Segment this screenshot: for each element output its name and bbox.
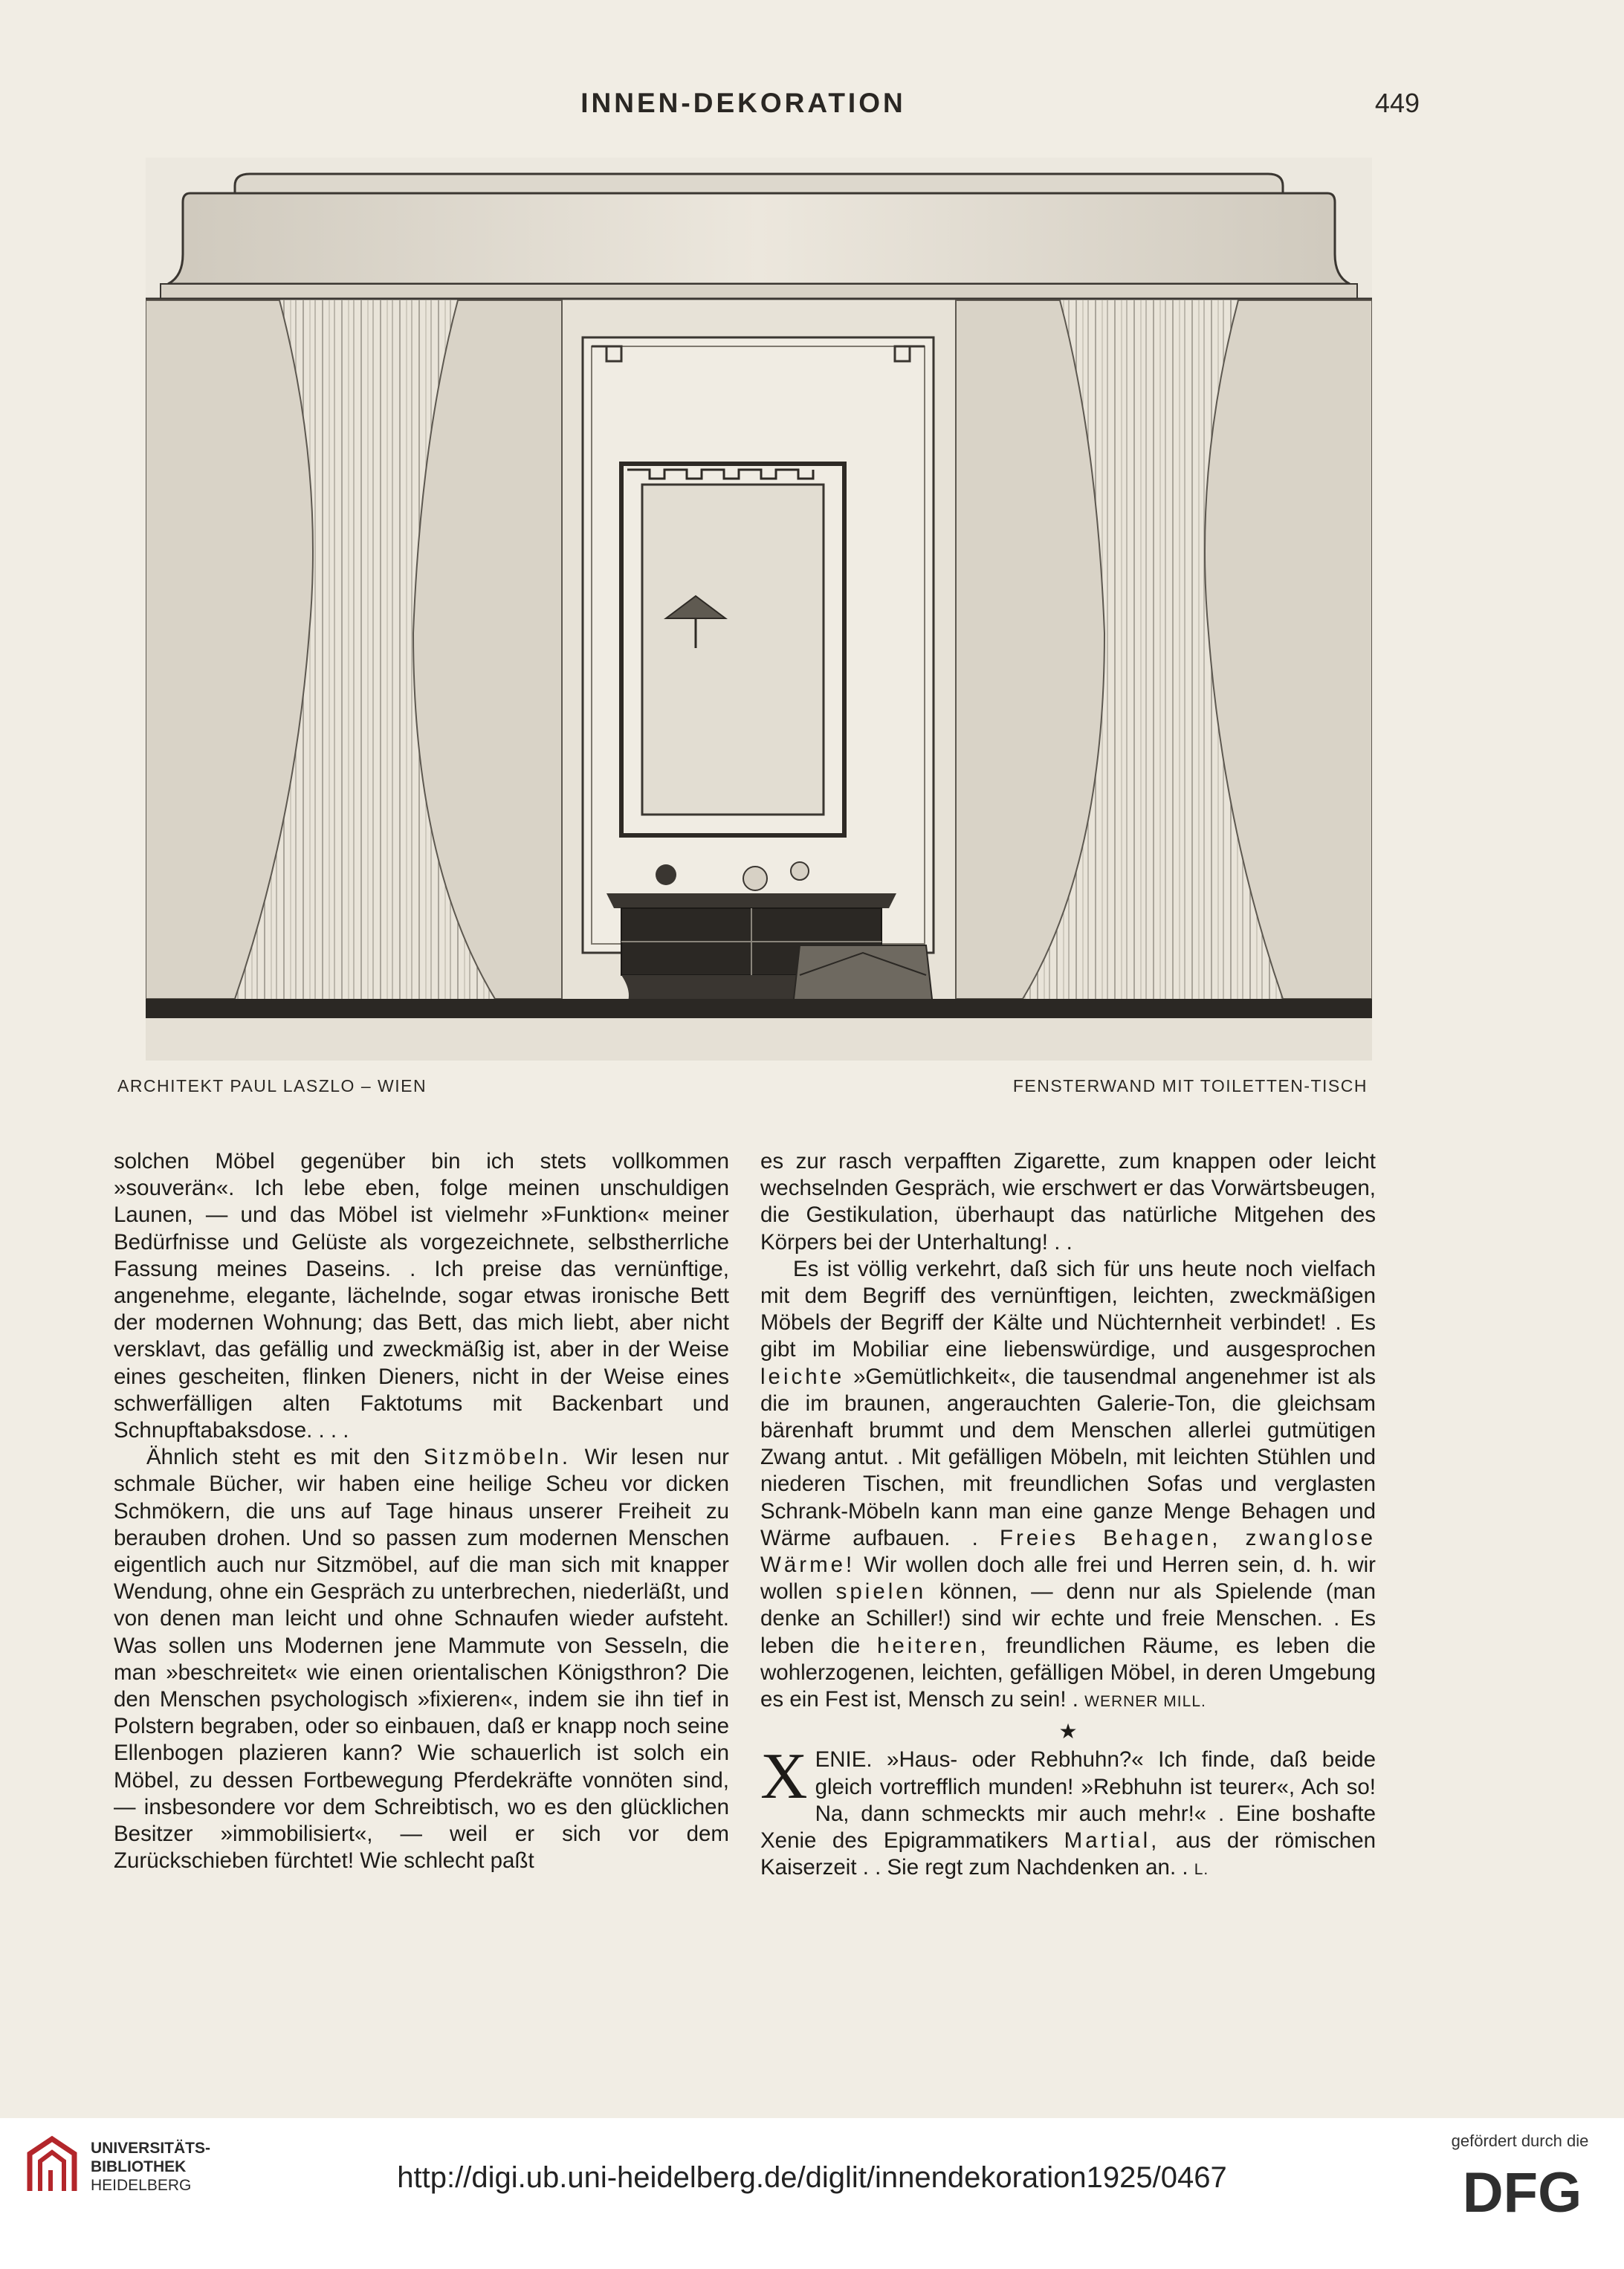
spaced-heiteren: heiteren, (876, 1633, 989, 1658)
mirror (621, 464, 844, 835)
xenie-text-a: ENIE. »Haus- oder Rebhuhn?« Ich finde, daß beide gleich vortrefflich munden! »Rebhuhn ist teurer«, Ach so! Na, dann schmeckts mir auch mehr!« . Eine boshafte Xenie des Epigrammatikers (760, 1747, 1376, 1854)
section-star-separator: ★ (1058, 1720, 1078, 1744)
dfg-logo-text: DFG (1462, 2161, 1582, 2219)
left-paragraph-2 (114, 1444, 729, 1874)
figure-caption-title: FENSTERWAND MIT TOILETTEN-TISCH (1012, 1076, 1368, 1095)
right-paragraph-2 (760, 1256, 1376, 1715)
right-p2-text-a: Es ist völlig verkehrt, daß sich für uns heute noch vielfach mit dem Begriff des vernünftigen, leichten, zweckmäßigen Möbels der Begriff der Kälte und Nüchternheit verbindet! . Es gibt im Mobiliar eine liebenswürdige, und ausgesprochen (760, 1256, 1376, 1362)
left-curtain (146, 300, 562, 999)
xenie-drop-cap: X (760, 1741, 808, 1813)
right-column (760, 1148, 1376, 1883)
spaced-sitzmoebeln: Sitzmöbeln. (423, 1445, 572, 1470)
right-p2-text-c: Wir wollen doch alle frei und Herren sein, d. h. wir wollen (760, 1553, 1376, 1605)
permalink-url[interactable]: http://digi.ub.uni-heidelberg.de/diglit/innendekoration1925/0467 (397, 2161, 1227, 2194)
cornice (161, 174, 1357, 300)
page-number: 449 (1374, 88, 1420, 118)
left-p2-text-b: Wir lesen nur schmale Bücher, wir haben eine heilige Scheu vor dicken Schmökern, die uns auf Tage hinaus unserer Freiheit zu berauben drohen. Und so passen zum modernen Menschen eigentlich auch nur Sitzmöbel, auf die man sich mit knapper Wendung, ohne ein Gespräch zu unterbrechen, niederläßt, und von denen man leicht und ohne Schnaufen wieder aufsteht. Was sollen uns Modernen jene Mammute von Sesseln, die man »beschreitet« wie einen orientalischen Königsthron? Die den Menschen psychologisch »fixieren«, indem sie ihn tief in Polstern begraben, oder so einbauen, daß er knapp noch seine Ellenbogen plazieren kann? Wie schauerlich ist solch ein Möbel, zu dessen Fortbewegung Pferdekräfte vonnöten sind, — insbesondere vor dem Schreibtisch, wo es den glücklichen Besitzer »immobilisiert«, — weil er sich vor dem Zurückschieben fürchtet! Wie schlecht paßt (114, 1445, 729, 1874)
right-p2-text-d: können, — denn nur als Spielende (man denke an Schiller!) sind wir echte und freie Menschen. . Es leben die (760, 1579, 1376, 1658)
right-curtain (956, 300, 1372, 999)
right-p2-text-b: »Gemütlichkeit«, die tausendmal angenehmer ist als die im braunen, angerauchten Galerie-Ton, die gleichsam bärenhaft brummt und dem Menschen allerlei gutmütigen Zwang antut. . Mit gefälligen Möbeln, mit leichten Stühlen und niederen Tischen, mit freundlichen Sofas und verglasten Schrank-Möbeln kann man eine ganze Menge Behagen und Wärme aufbauen. . (760, 1364, 1376, 1550)
dfg-logo-icon (1448, 2161, 1596, 2219)
xenie-text-b: aus der römischen Kaiserzeit . . Sie regt zum Nachdenken an. . (760, 1828, 1376, 1880)
funded-by-label: gefördert durch die (1451, 2132, 1589, 2150)
figure-caption-architect: ARCHITEKT PAUL LASZLO – WIEN (117, 1076, 427, 1095)
xenie-signature: L. (1194, 1861, 1209, 1879)
article-body (114, 1148, 1377, 1936)
library-line-1: UNIVERSITÄTS- (91, 2140, 211, 2157)
left-paragraph-1: solchen Möbel gegenüber bin ich stets vollkommen »souverän«. Ich lebe eben, folge meinen unschuldigen Launen, — und das Möbel ist vielmehr »Funktion« meiner Bedürfnisse und Gelüste als vorgezeichnete, selbstherrliche Fassung meines Daseins. . Ich preise das vernünftige, angenehme, elegante, lächelnde, sogar etwas ironische Bett der modernen Wohnung; das Bett, das mich liebt, aber nicht versklavt, das gefällig und zweckmäßig ist, aber in der Weise eines gescheiten, flinken Dieners, nicht in der Weise eines schwerfälligen alten Faktotums mit Backenbart und Schnupftabaksdose. . . . (114, 1149, 729, 1443)
author-signature: WERNER MILL. (1084, 1693, 1206, 1711)
left-p2-text-a: Ähnlich steht es mit den (146, 1445, 410, 1470)
spaced-spielen: spielen (835, 1579, 927, 1605)
library-line-2: BIBLIOTHEK (91, 2158, 187, 2175)
spaced-martial: Martial, (1064, 1828, 1160, 1854)
running-title: INNEN-DEKORATION (580, 88, 906, 118)
spaced-freies-behagen: Freies Behagen, zwanglose Wärme! (760, 1525, 1376, 1578)
right-p2-text-e: freundlichen Räume, es leben die wohlerzogenen, leichten, gefälligen Möbel, in deren Umgebung es ein Fest ist, Mensch zu sein! . (760, 1633, 1376, 1712)
left-column (114, 1148, 729, 1874)
xenie-paragraph (760, 1741, 1376, 1883)
library-line-3: HEIDELBERG (91, 2177, 192, 2194)
right-paragraph-1: es zur rasch verpafften Zigarette, zum knappen oder leicht wechselnden Gespräch, wie erschwert er das Vorwärtsbeugen, die Gestikulation, überhaupt das natürliche Mitgehen des Körpers bei der Unterhaltung! . . (760, 1149, 1376, 1255)
illustration-window-wall (146, 158, 1372, 1061)
spaced-leichte: leichte (760, 1364, 845, 1389)
digitization-footer (0, 2118, 1624, 2269)
